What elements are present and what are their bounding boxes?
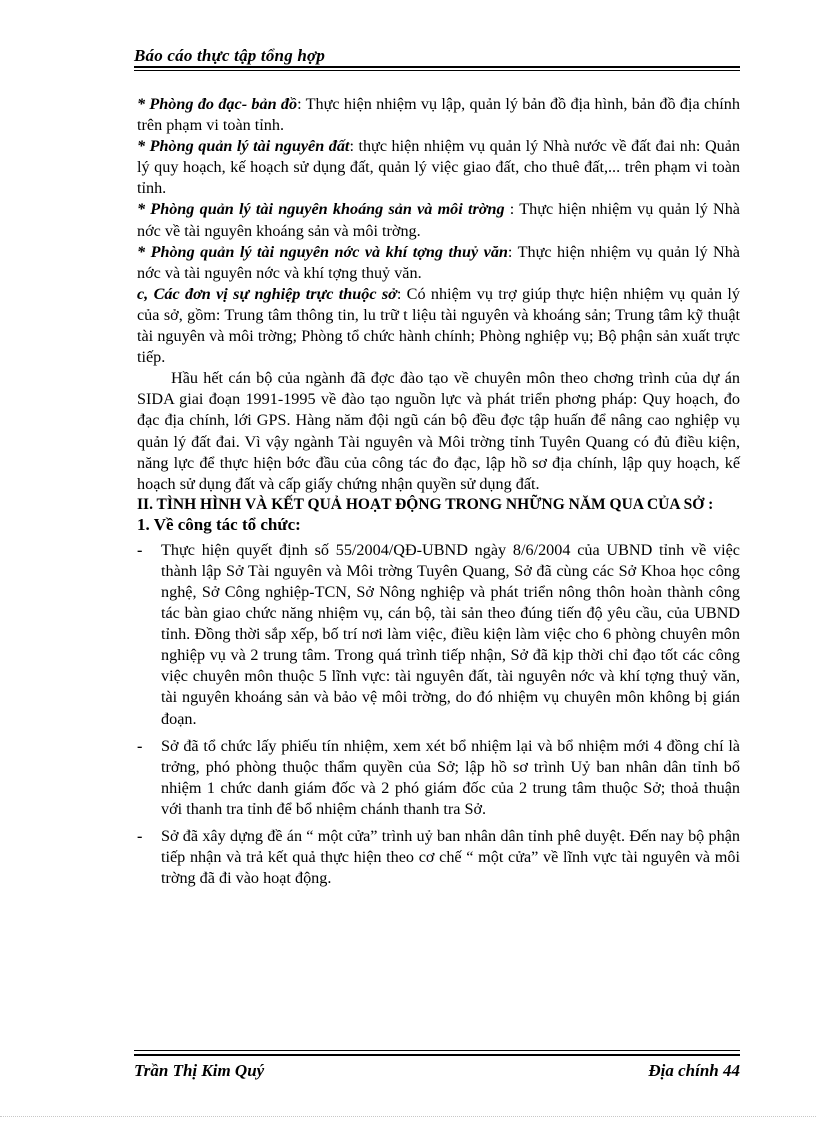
paragraph-staff-training: Hầu hết cán bộ của ngành đã đợc đào tạo về chuyên môn theo chơng trình của dự án SIDA giai đoạn 1991-1995 về đào tạo nguồn lực và phát triển phơng pháp: Quy hoạch, đo đạc địa chính, lới GPS. Hàng năm đội ngũ cán bộ đều đợc tập huấn để nâng cao nghiệp vụ quản lý đất đai. Vì vậy ngành Tài nguyên và Môi trờng tỉnh Tuyên Quang có đủ điều kiện, năng lực để thực hiện bớc đầu của công tác đo đạc, lập hồ sơ địa chính, lập quy hoạch, kế hoạch sử dụng đất và cấp giấy chứng nhận quyền sử dụng đất. [137,369,740,493]
paragraph-heading: * Phòng quản lý tài nguyên nớc và khí tợng thuỷ văn [137,242,508,261]
paragraph-heading: c, Các đơn vị sự nghiệp trực thuộc sở [137,284,397,303]
list-item [137,540,740,730]
header-title: Báo cáo thực tập tổng hợp [134,46,326,65]
header-rule [134,66,740,68]
list-item [137,736,740,820]
paragraph-water-dept [137,242,740,284]
page-footer [134,1050,740,1080]
paragraph-text: : Có nhiệm vụ trợ giúp thực hiện nhiệm vụ quản lý của sở, gồm: Trung tâm thông tin, lu trữ t liệu tài nguyên và khoáng sản; Trung tâm kỹ thuật tài nguyên và môi trờng; Phòng tổ chức hành chính; Phòng nghiệp vụ; Bộ phận sản xuất trực tiếp. [137,284,741,367]
bullet-list [137,540,740,890]
footer-author: Trần Thị Kim Quý [134,1061,265,1080]
paragraph-land-dept [137,136,740,199]
footer-class-label: Địa chính 44 [648,1061,740,1080]
bullet-marker: - [137,827,143,845]
list-item-text: Sở đã xây dựng đề án “ một cửa” trình uỷ ban nhân dân tỉnh phê duyệt. Đến nay bộ phận tiếp nhận và trả kết quả thực hiện theo cơ chế “ một cửa” về lĩnh vực tài nguyên và môi trờng đã đi vào hoạt động. [161,827,740,888]
bullet-marker: - [137,540,143,559]
page-bottom-dotted-line [0,1116,816,1117]
page-header [134,46,740,70]
paragraph-heading: * Phòng đo đạc- bản đồ [137,95,298,113]
paragraph-survey-dept [137,94,740,136]
footer-rule [134,1054,740,1056]
list-item-text: Thực hiện quyết định số 55/2004/QĐ-UBND ngày 8/6/2004 của UBND tỉnh về việc thành lập Sở Tài nguyên và Môi trờng Tuyên Quang, Sở đã cùng các Sở Khoa học công nghệ, Sở Công nghiệp-TCN, Sở Nông nghiệp và phát triển nông thôn hoàn thành công tác bàn giao chức năng nhiệm vụ, cán bộ, tài sản theo đúng tiến độ yêu cầu, của UBND tỉnh. Đồng thời sắp xếp, bố trí nơi làm việc, điều kiện làm việc cho 6 phòng chuyên môn nghiệp vụ và 2 trung tâm. Trong quá trình tiếp nhận, Sở đã kịp thời chỉ đạo tốt các công việc chuyên môn thuộc 5 lĩnh vực: tài nguyên đất, tài nguyên nớc và khí tợng thuỷ văn, tài nguyên khoáng sản và bảo vệ môi trờng, do đó nhiệm vụ chuyên môn không bị gián đoạn. [161,540,740,728]
paragraph-heading: * Phòng quản lý tài nguyên đất [137,137,350,156]
paragraph-text: : Thực hiện nhiệm vụ quản lý Nhà nớc và tài nguyên nớc và khí tợng thuỷ văn. [137,242,740,282]
subsection-heading: 1. Về công tác tổ chức: [137,514,301,534]
header-rule-thin [134,70,740,71]
list-item [137,826,740,889]
list-item-text: Sở đã tổ chức lấy phiếu tín nhiệm, xem xét bổ nhiệm lại và bổ nhiệm mới 4 đồng chí là trởng, phó phòng thuộc thẩm quyền của Sở; lập hồ sơ trình Uỷ ban nhân dân tỉnh bổ nhiệm 1 chức danh giám đốc và 2 phó giám đốc của 2 trung tâm thuộc Sở; thoả thuận với thanh tra tỉnh để bổ nhiệm chánh thanh tra Sở. [161,736,740,818]
paragraph-text: : Thực hiện nhiệm vụ quản lý Nhà nớc về tài nguyên khoáng sản và môi trờng. [137,200,740,240]
paragraph-heading: * Phòng quản lý tài nguyên khoáng sản và môi trờng [137,200,505,219]
paragraph-text: : thực hiện nhiệm vụ quản lý Nhà nước về đất đai nh: Quản lý quy hoạch, kế hoạch sử dụng đất, quản lý việc giao đất, cho thuê đất,... trên phạm vi toàn tỉnh. [137,137,741,198]
bullet-marker: - [137,736,143,755]
paragraph-service-units [137,284,740,368]
section-heading: II. TÌNH HÌNH VÀ KẾT QUẢ HOẠT ĐỘNG TRONG NHỮNG NĂM QUA CỦA SỞ : [137,495,714,513]
paragraph-minerals-dept [137,199,740,241]
paragraph-text: : Thực hiện nhiệm vụ lập, quản lý bản đồ địa hình, bản đồ địa chính trên phạm vi toàn tỉnh. [137,95,740,135]
document-body [137,94,740,895]
footer-rule-thin [134,1050,740,1051]
